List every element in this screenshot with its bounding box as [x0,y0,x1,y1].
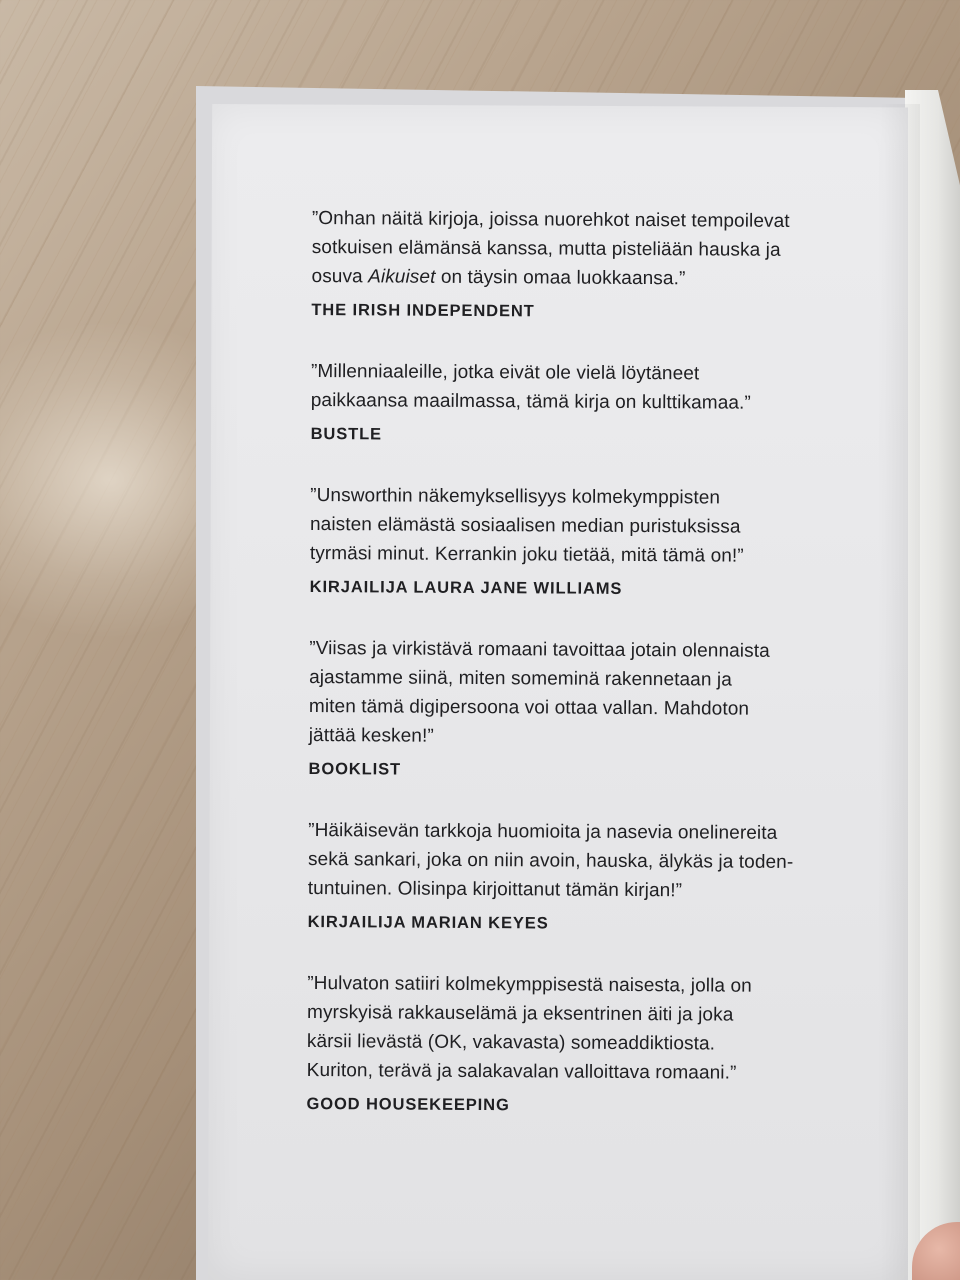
blurb-laura-jane-williams [310,481,851,601]
blurb-quote: ”Häikäisevän tarkkoja huomioita ja nasevia onelinereita sekä sankari, joka on niin avoin, hauska, älykäs ja toden- tuntuinen. Olisinpa kirjoittanut tämän kirjan!” [307,819,794,902]
blurb-source: KIRJAILIJA MARIAN KEYES [307,912,549,933]
blurb-source: BOOKLIST [308,759,402,779]
blurb-source: THE IRISH INDEPENDENT [311,300,535,321]
blurb-marian-keyes [308,816,849,936]
quote-text: ”Onhan näitä kirjoja, joissa nuorehkot naiset tempoilevat sotkuisen elämänsä kanssa, mutta pisteliään hauska ja osuva [311,207,790,288]
blurb-quote: ”Unsworthin näkemyksellisyys kolmekymppisten naisten elämästä sosiaalisen median puristuksissa tyrmäsi minut. Kerrankin joku tietää, mitä tämä on!” [309,484,744,567]
blurb-source: GOOD HOUSEKEEPING [306,1094,510,1115]
blurb-quote: ”Hulvaton satiiri kolmekymppisestä naisesta, jolla on myrskyisä rakkauselämä ja eksentrinen äiti ja joka kärsii lievästä (OK, vakavasta) someaddiktiosta. Kuriton, terävä ja salakavalan valloittava romaani.” [306,972,752,1084]
blurb-source: BUSTLE [310,424,383,444]
blurb-good-housekeeping [306,969,847,1118]
blurb-irish-independent [311,204,852,324]
blurb-quote: ”Millenniaaleille, jotka eivät ole vielä löytäneet paikkaansa maailmassa, tämä kirja on kulttikamaa.” [310,360,751,414]
book-title: Aikuiset [368,266,436,288]
blurb-quote [311,204,852,294]
blurb-booklist [308,634,849,783]
blurb-quote: ”Viisas ja virkistävä romaani tavoittaa jotain olennaista ajastamme siinä, miten somеminä rakennetaan ja miten tämä digipersoona voi ottaa vallan. Mahdoton jättää kesken!” [308,637,770,747]
blurb-source: KIRJAILIJA LAURA JANE WILLIAMS [309,577,623,598]
page-shadow [880,104,920,1280]
quote-text: on täysin omaa luokkaansa.” [435,266,686,290]
review-blurbs [306,204,852,1154]
blurb-bustle [311,357,852,448]
